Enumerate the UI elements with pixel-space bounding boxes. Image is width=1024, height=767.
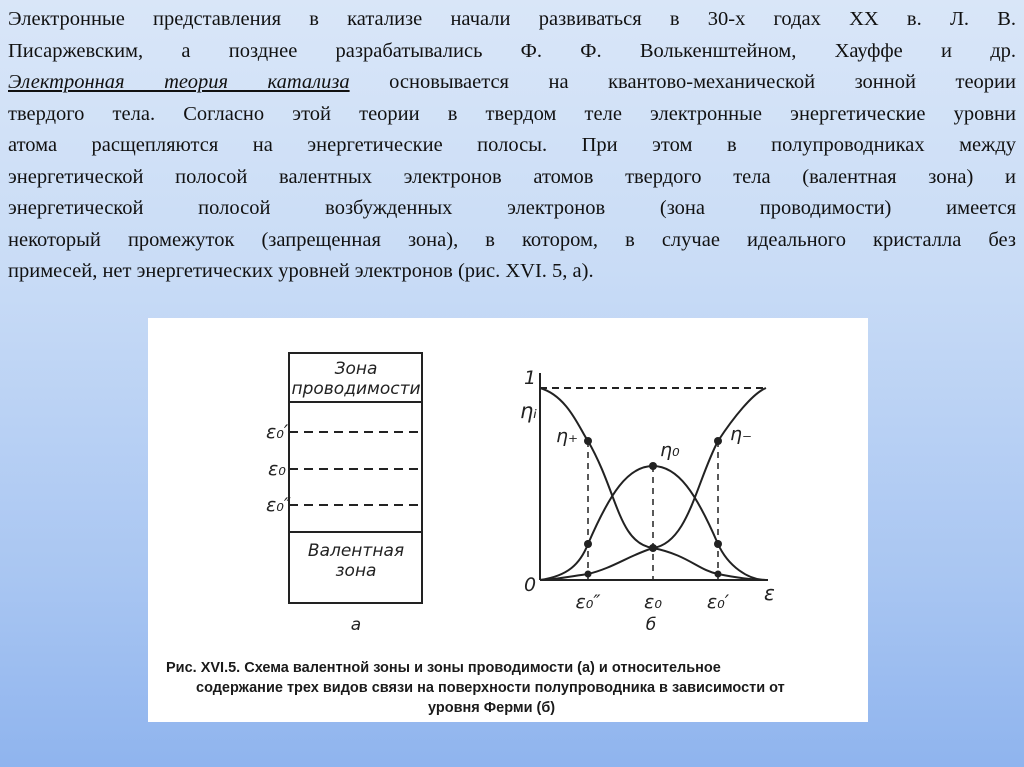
text-line-3 (8, 67, 1016, 99)
text-line-4: твердого тела. Согласно этой теории в твердом теле электронные энергетические уровни (8, 102, 1016, 125)
caption-line-1: Рис. XVI.5. Схема валентной зоны и зоны проводимости (а) и относительное (166, 660, 721, 676)
level-upper-label: ε₀′ (266, 421, 289, 443)
x-tick-mid: ε₀ (644, 591, 662, 613)
caption-line-2: содержание трех видов связи на поверхности полупроводника в зависимости от (196, 680, 785, 696)
text-line-7: энергетической полосой возбужденных электронов (зона проводимости) имеется (8, 197, 1016, 219)
x-axis-label: ε (764, 581, 775, 605)
point-left-low (585, 571, 592, 578)
y-axis-label: ηᵢ (520, 399, 538, 423)
valence-label-1: Валентная (307, 541, 405, 561)
text-line-9: примесей, нет энергетических уровней электронов (рис. XVI. 5, а). (8, 260, 594, 282)
panel-b-label: б (645, 615, 657, 635)
label-eta-minus: η₋ (730, 423, 753, 445)
text-line-6: энергетической полосой валентных электронов атомов твердого тела (валентная зона) и (8, 165, 1016, 188)
figure-xvi-5 (148, 318, 868, 722)
point-mid-cross (649, 544, 657, 552)
point-left-cross (584, 540, 592, 548)
point-eta-minus (714, 437, 722, 445)
x-tick-right: ε₀′ (706, 591, 730, 613)
y-tick-zero: 0 (524, 574, 537, 596)
text-line-8: некоторый промежуток (запрещенная зона), в котором, в случае идеального кристалла без (8, 228, 1016, 251)
term-electronic-theory: Электронная теория катализа (8, 71, 350, 93)
text-line-3-rest: основывается на квантово-механической зонной теории (349, 71, 1016, 93)
body-paragraph (8, 4, 1016, 288)
text-line-2: Писаржевским, а позднее разрабатывались Ф. Ф. Волькенштейном, Хауффе и др. (8, 39, 1016, 62)
conduction-label-1: Зона (334, 359, 378, 379)
text-line-5: атома расщепляются на энергетические полосы. При этом в полупроводниках между (8, 134, 1016, 156)
level-mid-label: ε₀ (268, 458, 286, 480)
conduction-label-2: проводимости (291, 379, 421, 399)
figure-caption (166, 658, 856, 718)
x-tick-left: ε₀″ (575, 591, 601, 613)
point-eta-plus (584, 437, 592, 445)
point-right-cross (714, 540, 722, 548)
point-right-low (715, 571, 722, 578)
y-tick-one: 1 (524, 367, 537, 389)
caption-line-3: уровня Ферми (б) (428, 700, 556, 716)
point-eta-zero-max (649, 462, 657, 470)
label-eta-zero: η₀ (660, 439, 680, 461)
label-eta-plus: η₊ (556, 425, 579, 447)
panel-a-label: а (350, 615, 362, 635)
valence-label-2: зона (335, 561, 377, 581)
level-lower-label: ε₀″ (266, 494, 291, 516)
text-line-1: Электронные представления в катализе начали развиваться в 30-х годах XX в. Л. В. (8, 8, 1016, 30)
